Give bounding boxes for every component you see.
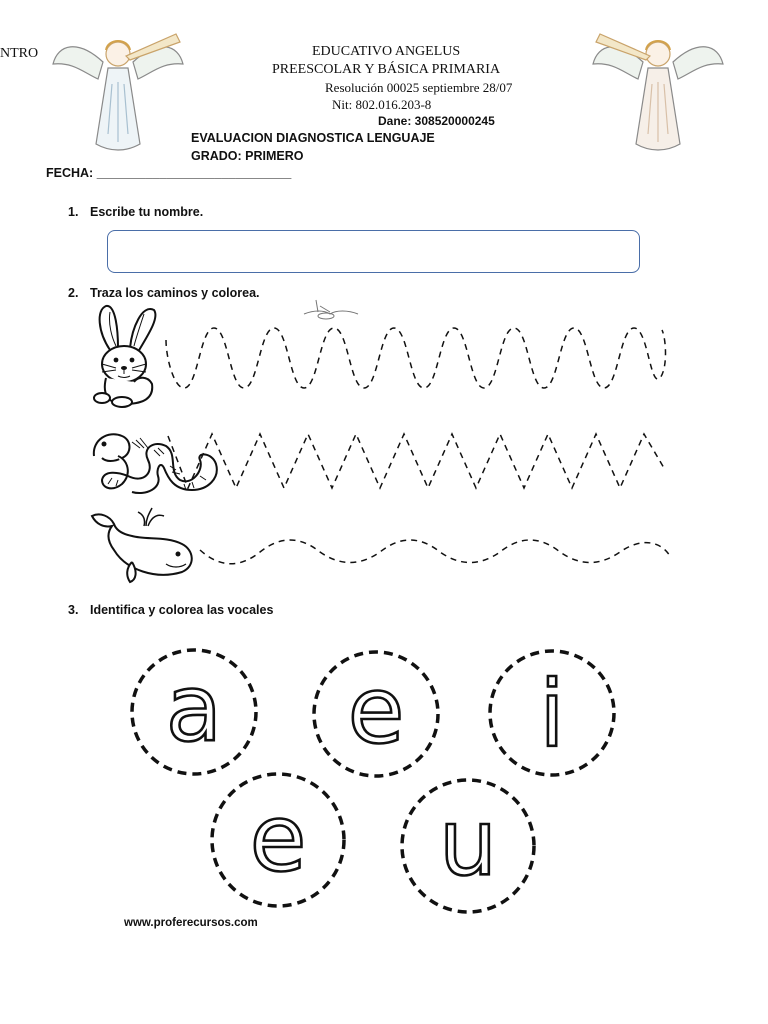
exam-grade: GRADO: PRIMERO <box>191 149 304 163</box>
trace-path-zigzag[interactable] <box>164 428 674 494</box>
school-levels: PREESCOLAR Y BÁSICA PRIMARIA <box>272 62 501 77</box>
question-number: 3. <box>68 603 79 617</box>
question-3 <box>68 603 273 617</box>
trace-path-wave[interactable] <box>196 524 674 568</box>
vowel-letter-a: a <box>165 655 223 762</box>
question-2 <box>68 286 260 300</box>
question-text: Traza los caminos y colorea. <box>90 286 260 300</box>
rabbit-icon <box>88 302 162 408</box>
dane-text: Dane: 308520000245 <box>378 114 495 128</box>
name-input-box[interactable] <box>107 230 640 273</box>
date-field[interactable]: FECHA: ____________________________ <box>46 166 292 180</box>
school-name: EDUCATIVO ANGELUS <box>312 44 461 59</box>
vowel-letter-e2: e <box>249 785 307 892</box>
vowel-letter-u: u <box>438 789 498 896</box>
angel-trumpet-icon-right <box>588 24 728 156</box>
vowel-letter-e: e <box>347 657 405 764</box>
question-text: Identifica y colorea las vocales <box>90 603 274 617</box>
exam-title: EVALUACION DIAGNOSTICA LENGUAJE <box>191 131 435 145</box>
question-number: 2. <box>68 286 79 300</box>
header-left-fragment: NTRO <box>0 46 39 61</box>
angel-trumpet-icon-left <box>48 24 188 156</box>
trace-path-curvy[interactable] <box>160 318 676 396</box>
question-text: Escribe tu nombre. <box>90 205 204 219</box>
question-1 <box>68 205 203 219</box>
whale-icon <box>86 506 198 586</box>
vowels-area <box>0 630 768 930</box>
question-number: 1. <box>68 205 79 219</box>
nit-text: Nit: 802.016.203-8 <box>332 97 432 112</box>
vowel-letter-i: i <box>539 661 565 768</box>
footer-website: www.proferecursos.com <box>124 917 258 929</box>
resolution-text: Resolución 00025 septiembre 28/07 <box>325 80 513 95</box>
